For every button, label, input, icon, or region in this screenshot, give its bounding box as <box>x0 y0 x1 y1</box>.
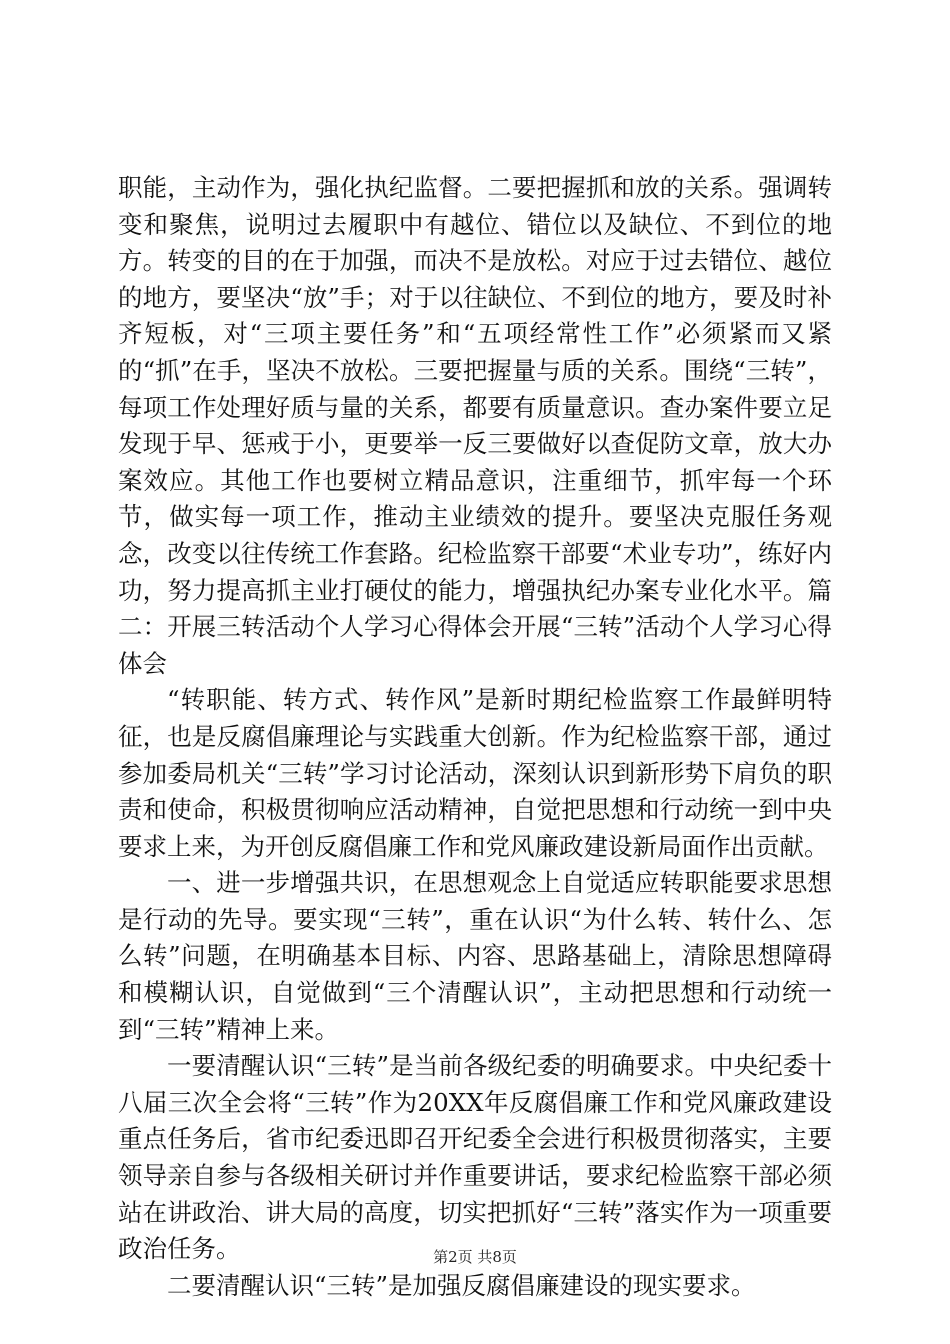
document-body <box>118 170 832 1304</box>
paragraph-continuation: 职能，主动作为，强化执纪监督。二要把握抓和放的关系。强调转变和聚焦，说明过去履职中有越位、错位以及缺位、不到位的地方。转变的目的在于加强，而决不是放松。对应于过去错位、越位的地方，要坚决“放”手；对于以往缺位、不到位的地方，要及时补齐短板，对“三项主要任务”和“五项经常性工作”必须紧而又紧的“抓”在手，坚决不放松。三要把握量与质的关系。围绕“三转”，每项工作处理好质与量的关系，都要有质量意识。查办案件要立足发现于早、惩戒于小，更要举一反三要做好以查促防文章，放大办案效应。其他工作也要树立精品意识，注重细节，抓牢每一个环节，做实每一项工作，推动主业绩效的提升。要坚决克服任务观念，改变以往传统工作套路。纪检监察干部要“术业专功”，练好内功，努力提高抓主业打硬仗的能力，增强执纪办案专业化水平。篇二：开展三转活动个人学习心得体会开展“三转”活动个人学习心得体会 <box>118 173 832 678</box>
page-number-footer: 第2页 共8页 <box>433 1248 517 1266</box>
paragraph-intro: “转职能、转方式、转作风”是新时期纪检监察工作最鲜明特征，也是反腐倡廉理论与实践重大创新。作为纪检监察干部，通过参加委局机关“三转”学习讨论活动，深刻认识到新形势下肩负的职责和使命，积极贯彻响应活动精神，自觉把思想和行动统一到中央要求上来，为开创反腐倡廉工作和党风廉政建设新局面作出贡献。 <box>118 685 832 861</box>
paragraph-point-two: 二要清醒认识“三转”是加强反腐倡廉建设的现实要求。 <box>167 1270 756 1300</box>
paragraph-point-one: 一要清醒认识“三转”是当前各级纪委的明确要求。中央纪委十八届三次全会将“三转”作为20XX年反腐倡廉工作和党风廉政建设重点任务后，省市纪委迅即召开纪委全会进行积极贯彻落实，主要领导亲自参与各级相关研讨并作重要讲话，要求纪检监察干部必须站在讲政治、讲大局的高度，切实把抓好“三转”落实作为一项重要政治任务。 <box>118 1051 832 1264</box>
paragraph-section-one: 一、进一步增强共识，在思想观念上自觉适应转职能要求思想是行动的先导。要实现“三转”，重在认识“为什么转、转什么、怎么转”问题，在明确基本目标、内容、思路基础上，清除思想障碍和模糊认识，自觉做到“三个清醒认识”，主动把思想和行动统一到“三转”精神上来。 <box>118 868 832 1044</box>
